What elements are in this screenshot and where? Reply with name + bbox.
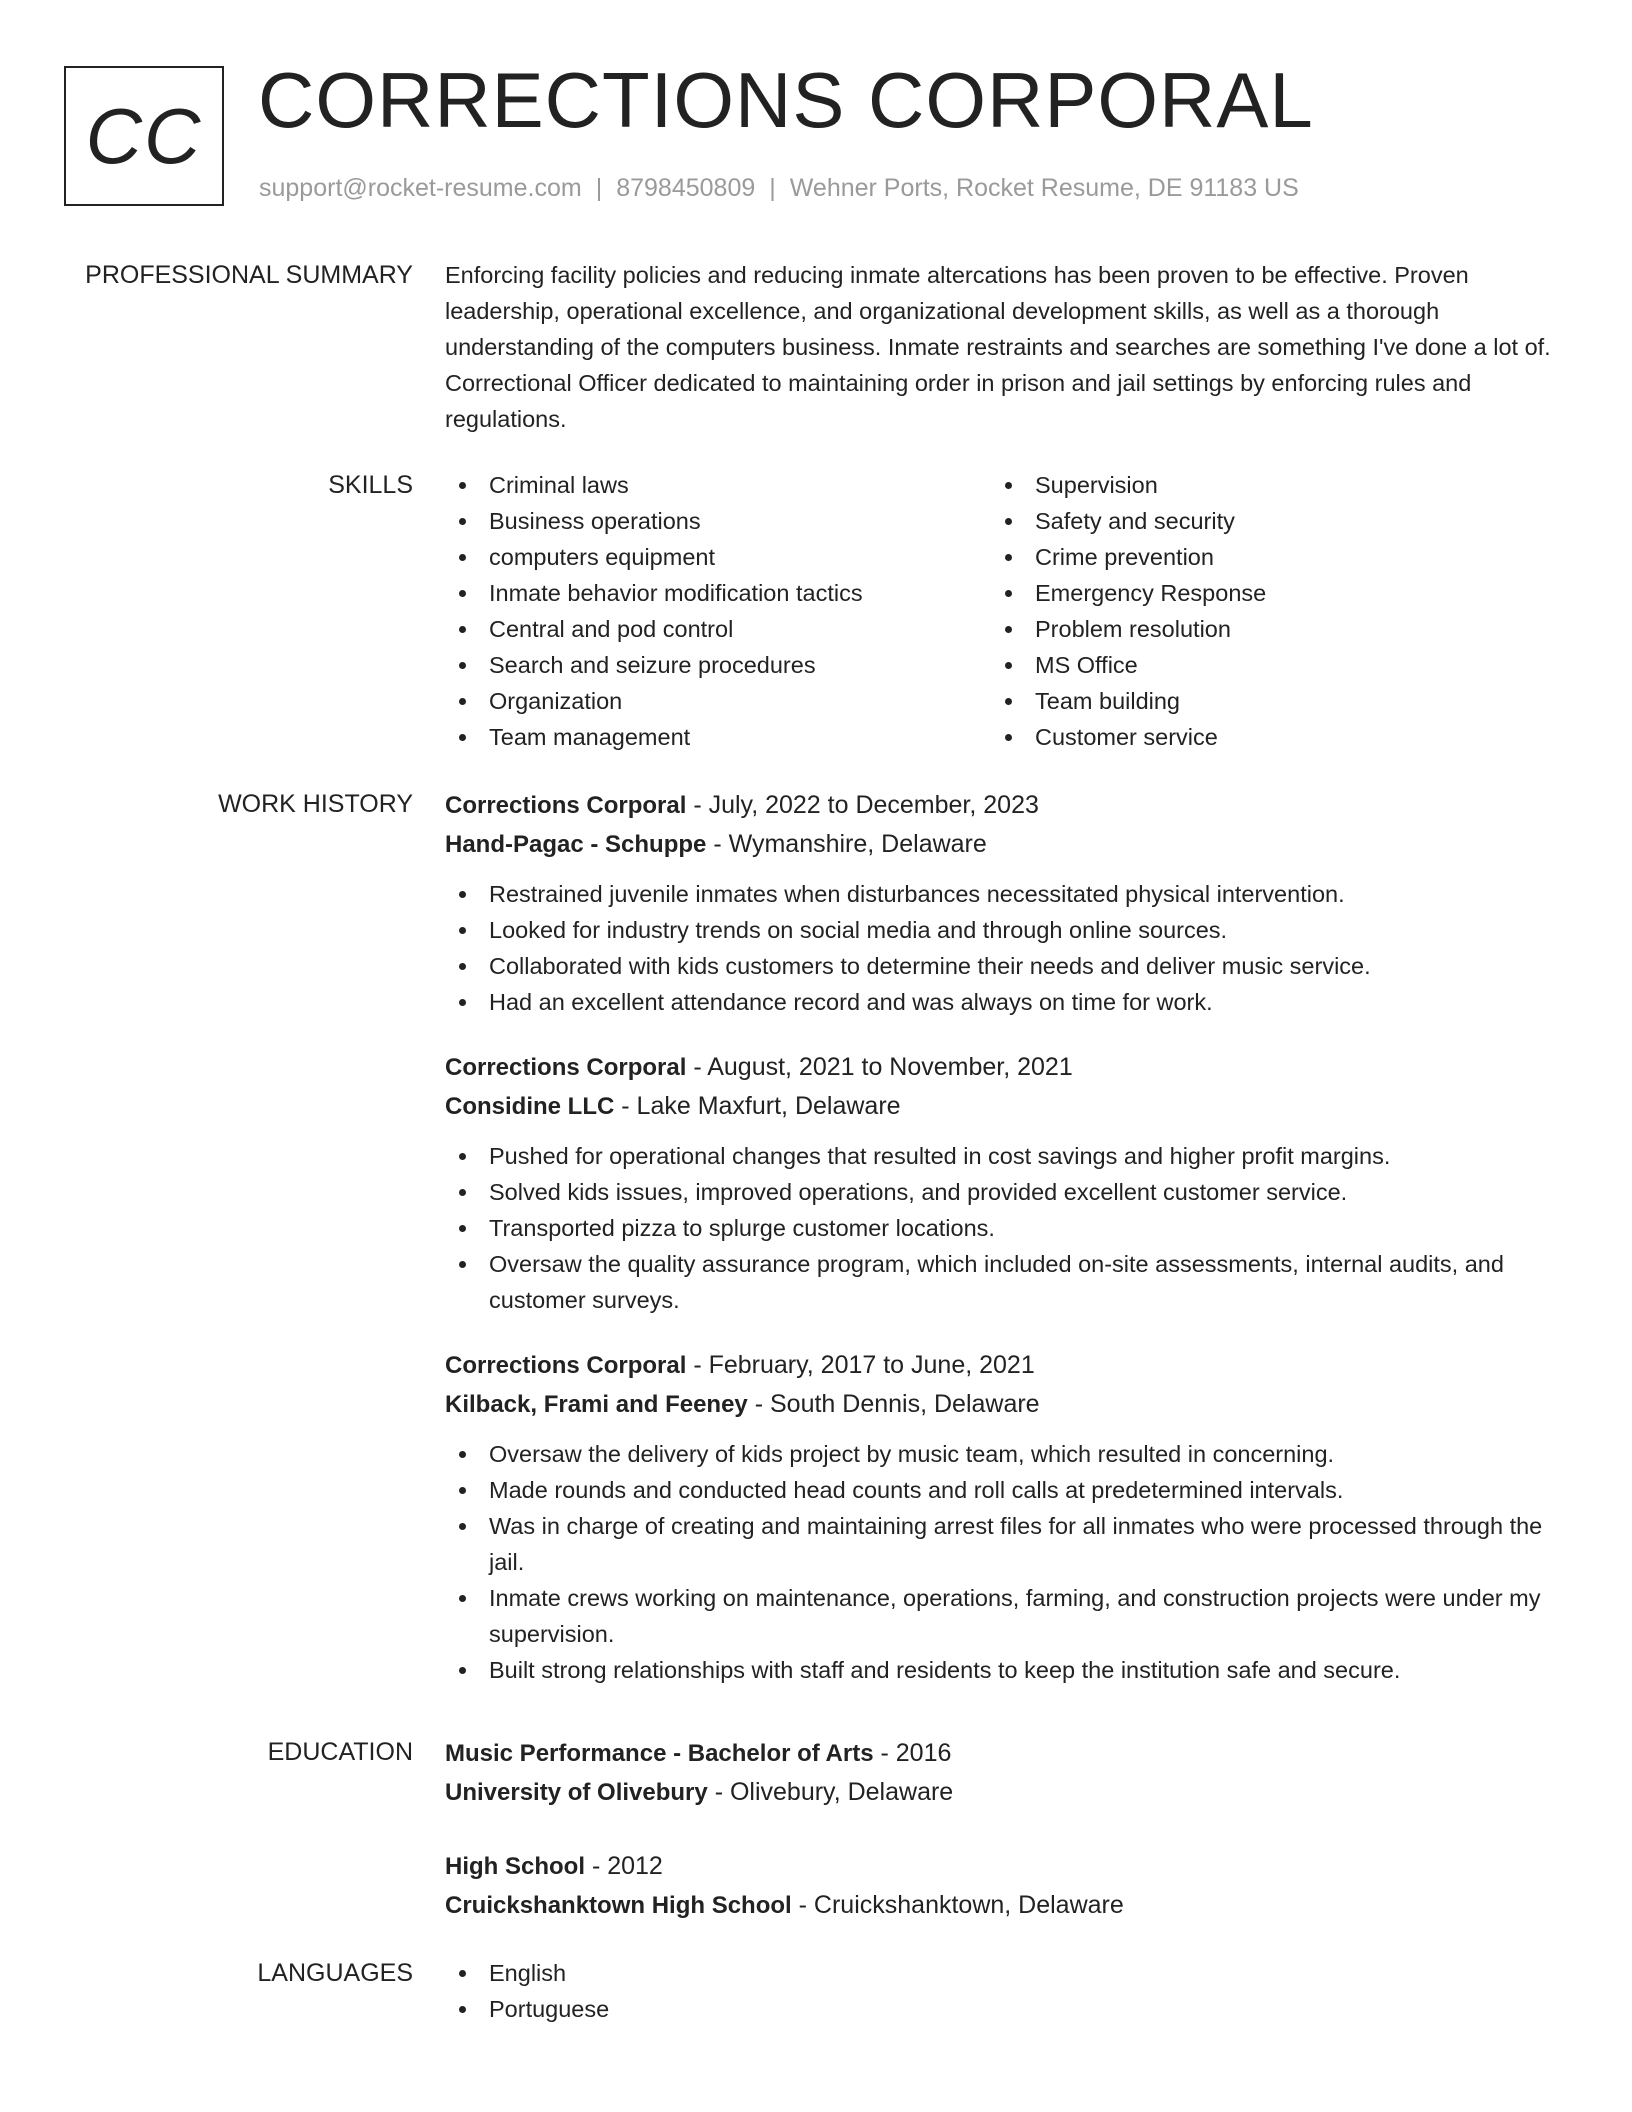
monogram-initials: CC: [85, 91, 203, 180]
work-history-body: [445, 786, 1560, 1716]
education-entry: [445, 1734, 1560, 1812]
job-role: Corrections Corporal: [445, 1352, 687, 1379]
job-bullet: Was in charge of creating and maintaining arrest files for all inmates who were processed through the jail.: [445, 1508, 1560, 1580]
job-dates: - July, 2022 to December, 2023: [686, 791, 1039, 819]
job-bullet: Oversaw the quality assurance program, which included on-site assessments, internal audits, and customer surveys.: [445, 1246, 1560, 1318]
education-school-line: [445, 1773, 1560, 1812]
education-school: Cruickshanktown High School: [445, 1892, 792, 1919]
job-title-line: [445, 1048, 1560, 1087]
section-title-skills: SKILLS: [328, 471, 413, 499]
skill-item: Search and seizure procedures: [445, 647, 991, 683]
education-location: - Olivebury, Delaware: [707, 1778, 954, 1806]
job-bullet: Inmate crews working on maintenance, operations, farming, and construction projects were under my supervision.: [445, 1580, 1560, 1652]
education-entry: [445, 1847, 1560, 1925]
job-title-line: [445, 786, 1560, 825]
job-company: Hand-Pagac - Schuppe: [445, 831, 707, 858]
education-school-line: [445, 1886, 1560, 1925]
skills-list-left: [445, 467, 991, 755]
job-location: - South Dennis, Delaware: [747, 1390, 1040, 1418]
job-company-line: [445, 825, 1560, 864]
education-degree: Music Performance - Bachelor of Arts: [445, 1740, 874, 1767]
contact-separator: |: [595, 174, 603, 202]
contact-address: Wehner Ports, Rocket Resume, DE 91183 US: [789, 174, 1299, 202]
education-degree-line: [445, 1734, 1560, 1773]
job-location: - Lake Maxfurt, Delaware: [614, 1092, 901, 1120]
job-bullets: [445, 1436, 1560, 1688]
language-item: Portuguese: [445, 1991, 1560, 2027]
job-entry: [445, 1048, 1560, 1318]
section-title-education: EDUCATION: [267, 1738, 413, 1766]
contact-line: [259, 174, 1299, 203]
section-title-work: WORK HISTORY: [218, 790, 413, 818]
job-bullet: Solved kids issues, improved operations, and provided excellent customer service.: [445, 1174, 1560, 1210]
skill-item: Central and pod control: [445, 611, 991, 647]
skill-item: computers equipment: [445, 539, 991, 575]
skill-item: Criminal laws: [445, 467, 991, 503]
job-company-line: [445, 1385, 1560, 1424]
skill-item: MS Office: [991, 647, 1537, 683]
job-bullet: Oversaw the delivery of kids project by music team, which resulted in concerning.: [445, 1436, 1560, 1472]
languages-list: [445, 1955, 1560, 2027]
education-body: [445, 1734, 1560, 1960]
section-title-languages: LANGUAGES: [257, 1959, 413, 1987]
education-degree: High School: [445, 1853, 585, 1880]
job-entry: [445, 1346, 1560, 1688]
skill-item: Team building: [991, 683, 1537, 719]
skill-item: Customer service: [991, 719, 1537, 755]
job-bullet: Collaborated with kids customers to determine their needs and deliver music service.: [445, 948, 1560, 984]
education-year: - 2012: [585, 1852, 663, 1880]
skill-item: Supervision: [991, 467, 1537, 503]
skill-item: Inmate behavior modification tactics: [445, 575, 991, 611]
job-title-line: [445, 1346, 1560, 1385]
job-bullet: Transported pizza to splurge customer locations.: [445, 1210, 1560, 1246]
skills-columns: [445, 467, 1560, 755]
job-company: Considine LLC: [445, 1093, 615, 1120]
job-bullet: Looked for industry trends on social media and through online sources.: [445, 912, 1560, 948]
skill-item: Problem resolution: [991, 611, 1537, 647]
education-school: University of Olivebury: [445, 1779, 708, 1806]
skill-item: Organization: [445, 683, 991, 719]
job-bullets: [445, 876, 1560, 1020]
job-company-line: [445, 1087, 1560, 1126]
contact-phone: 8798450809: [616, 174, 756, 202]
languages-body: [445, 1955, 1560, 2027]
skill-item: Crime prevention: [991, 539, 1537, 575]
job-company: Kilback, Frami and Feeney: [445, 1391, 748, 1418]
education-degree-line: [445, 1847, 1560, 1886]
job-role: Corrections Corporal: [445, 792, 687, 819]
education-location: - Cruickshanktown, Delaware: [791, 1891, 1124, 1919]
section-title-summary: PROFESSIONAL SUMMARY: [85, 261, 413, 289]
job-bullet: Pushed for operational changes that resulted in cost savings and higher profit margins.: [445, 1138, 1560, 1174]
job-dates: - August, 2021 to November, 2021: [686, 1053, 1073, 1081]
job-location: - Wymanshire, Delaware: [706, 830, 987, 858]
education-year: - 2016: [873, 1739, 952, 1767]
monogram-box: [64, 66, 224, 206]
summary-text: Enforcing facility policies and reducing inmate altercations has been proven to be effective. Proven leadership, operational excellence, and organizational development skills, as well as a thorough understanding of the computers business. Inmate restraints and searches are something I've done a lot of. Correctional Officer dedicated to maintaining order in prison and jail settings by enforcing rules and regulations.: [445, 262, 1551, 432]
language-item: English: [445, 1955, 1560, 1991]
job-dates: - February, 2017 to June, 2021: [686, 1351, 1035, 1379]
skill-item: Business operations: [445, 503, 991, 539]
job-role: Corrections Corporal: [445, 1054, 687, 1081]
contact-email: support@rocket-resume.com: [259, 174, 582, 202]
job-bullet: Had an excellent attendance record and was always on time for work.: [445, 984, 1560, 1020]
job-bullet: Built strong relationships with staff and residents to keep the institution safe and secure.: [445, 1652, 1560, 1688]
skills-list-right: [991, 467, 1537, 755]
job-entry: [445, 786, 1560, 1020]
job-bullets: [445, 1138, 1560, 1318]
job-bullet: Made rounds and conducted head counts and roll calls at predetermined intervals.: [445, 1472, 1560, 1508]
contact-separator: |: [769, 174, 776, 202]
skill-item: Team management: [445, 719, 991, 755]
job-bullet: Restrained juvenile inmates when disturbances necessitated physical intervention.: [445, 876, 1560, 912]
skill-item: Emergency Response: [991, 575, 1537, 611]
summary-body: [445, 257, 1560, 437]
skill-item: Safety and security: [991, 503, 1537, 539]
candidate-name: CORRECTIONS CORPORAL: [258, 56, 1314, 144]
